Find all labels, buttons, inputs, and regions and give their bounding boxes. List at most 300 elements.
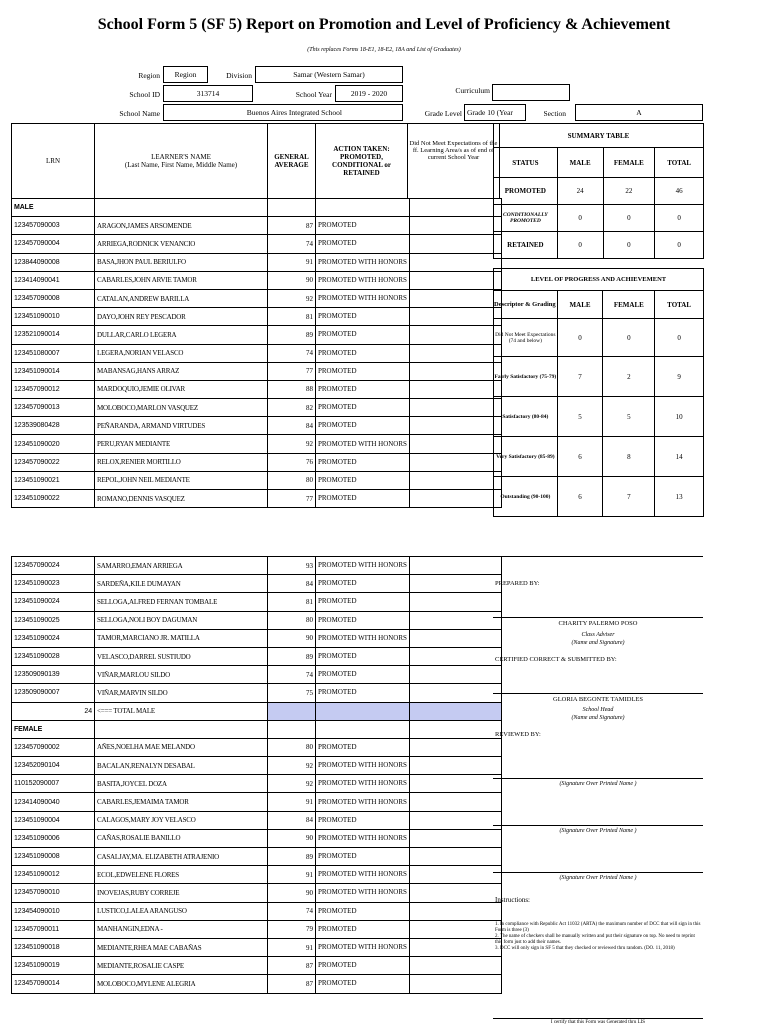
adviser-name: CHARITY PALERMO POSO [493, 617, 703, 627]
learner-dnm [409, 471, 501, 489]
learner-lrn: 123457090013 [12, 399, 95, 417]
learner-lrn: 123451090004 [12, 811, 95, 829]
male-section-label: MALE [12, 199, 95, 217]
learner-name: MARDOQUIO,JEMIE OLIVAR [95, 380, 268, 398]
learner-action: PROMOTED WITH HONORS [316, 629, 410, 647]
section-field[interactable]: A [575, 104, 703, 121]
learner-lrn: 123452090104 [12, 757, 95, 775]
learner-average: 76 [268, 453, 316, 471]
learner-dnm [409, 920, 501, 938]
learner-row [12, 593, 502, 611]
learner-average: 74 [268, 344, 316, 362]
learner-table-header [11, 123, 500, 199]
learner-name: ECOL,EDWELENE FLORES [95, 866, 268, 884]
progress-male: 6 [557, 437, 603, 477]
learner-name: RELOX,RENIER MORTILLO [95, 453, 268, 471]
learner-lrn: 110152090007 [12, 775, 95, 793]
learner-dnm [409, 253, 501, 271]
region-label: Region [138, 71, 160, 80]
learner-name: SELLOGA,NOLI BOY DAGUMAN [95, 611, 268, 629]
learner-action: PROMOTED [316, 902, 410, 920]
signatory-top-rule [491, 556, 703, 557]
learner-name: TAMOR,MARCIANO JR. MATILLA [95, 629, 268, 647]
learner-dnm [409, 884, 501, 902]
progress-desc: Did Not Meet Expectations (74 and below) [494, 319, 558, 357]
learner-lrn: 123414090041 [12, 271, 95, 289]
progress-desc: Satisfactory (80-84) [494, 397, 558, 437]
learner-name: MOLOBOCO,MARLON VASQUEZ [95, 399, 268, 417]
learner-table-continued [11, 556, 502, 994]
head-name: GLORIA BEGONTE TAMIDLES [493, 693, 703, 703]
learner-average: 74 [268, 235, 316, 253]
learner-lrn: 123451090024 [12, 593, 95, 611]
learner-dnm [409, 490, 501, 508]
learner-row [12, 829, 502, 847]
region-field[interactable]: Region [163, 66, 208, 83]
learner-row [12, 435, 502, 453]
learner-row [12, 326, 502, 344]
summary-status: CONDITIONALLY PROMOTED [494, 205, 558, 232]
learner-dnm [409, 666, 501, 684]
learner-row [12, 271, 502, 289]
learner-action: PROMOTED WITH HONORS [316, 793, 410, 811]
learner-action: PROMOTED [316, 593, 410, 611]
learner-name: PEÑARANDA, ARMAND VIRTUDES [95, 417, 268, 435]
learner-dnm [409, 308, 501, 326]
learner-dnm [409, 271, 501, 289]
learner-lrn: 123451090014 [12, 362, 95, 380]
summary-title: SUMMARY TABLE [494, 124, 704, 148]
summary-female: 0 [603, 232, 655, 259]
learner-row [12, 490, 502, 508]
learner-row [12, 775, 502, 793]
school-id-field[interactable]: 313714 [163, 85, 253, 102]
learner-average: 90 [268, 884, 316, 902]
learner-row [12, 647, 502, 665]
learner-average: 74 [268, 666, 316, 684]
learner-average: 82 [268, 399, 316, 417]
learner-name: MANHANGIN,EDNA - [95, 920, 268, 938]
learner-lrn: 123457090002 [12, 738, 95, 756]
learner-lrn: 123457090022 [12, 453, 95, 471]
learner-lrn: 123451080007 [12, 344, 95, 362]
dnm-header: Did Not Meet Expectations of the ff. Learning Area/s as of end of current School Year [408, 124, 500, 199]
learner-name: MOLOBOCO,MYLENE ALEGRIA [95, 975, 268, 993]
form-title: School Form 5 (SF 5) Report on Promotion and Level of Proficiency & Achievement [97, 16, 671, 33]
learner-action: PROMOTED [316, 471, 410, 489]
learner-action: PROMOTED WITH HONORS [316, 938, 410, 956]
learner-average: 89 [268, 848, 316, 866]
learner-average: 90 [268, 271, 316, 289]
average-header: GENERAL AVERAGE [268, 124, 316, 199]
summary-female: 0 [603, 205, 655, 232]
instruction-item: 2. The name of checkers shall be manually written and put their signature on top. No need to reprint this form just to add their names. [495, 934, 695, 945]
learner-lrn: 123451090012 [12, 866, 95, 884]
learner-name: PERU,RYAN MEDIANTE [95, 435, 268, 453]
adviser-sub: (Name and Signature) [571, 640, 625, 646]
lrn-header: LRN [12, 124, 95, 199]
learner-name: ARAGON,JAMES ARSOMENDE [95, 217, 268, 235]
learner-row [12, 471, 502, 489]
learner-dnm [409, 217, 501, 235]
school-id-label: School ID [129, 90, 160, 99]
summary-status: PROMOTED [494, 178, 558, 205]
progress-female-header: FEMALE [603, 291, 655, 319]
prepared-by-label: PREPARED BY: [495, 580, 540, 587]
learner-average: 90 [268, 629, 316, 647]
school-name-field[interactable]: Buenos Aires Integrated School [163, 104, 403, 121]
learner-dnm [409, 829, 501, 847]
learner-dnm [409, 399, 501, 417]
certified-by-label: CERTIFIED CORRECT & SUBMITTED BY: [495, 656, 617, 663]
progress-male: 6 [557, 477, 603, 517]
learner-dnm [409, 326, 501, 344]
progress-male: 5 [557, 397, 603, 437]
learner-name: LEGERA,NORIAN VELASCO [95, 344, 268, 362]
learner-action: PROMOTED [316, 811, 410, 829]
grade-level-field[interactable]: Grade 10 (Year [464, 104, 526, 121]
learner-lrn: 123451090018 [12, 938, 95, 956]
learner-average: 91 [268, 866, 316, 884]
learner-lrn: 123451090025 [12, 611, 95, 629]
learner-name: CAÑAS,ROSALIE BANILLO [95, 829, 268, 847]
total-male-label: <=== TOTAL MALE [95, 702, 268, 720]
division-field[interactable]: Samar (Western Samar) [255, 66, 403, 83]
learner-row [12, 417, 502, 435]
learner-row [12, 684, 502, 702]
summary-male: 24 [557, 178, 603, 205]
reviewed-by-label: REVIEWED BY: [495, 731, 541, 738]
learner-dnm [409, 435, 501, 453]
lis-certification: I certify that this Form was Generated thru LIS [493, 1018, 703, 1024]
learner-name: VELASCO,DARREL SUSTIUDO [95, 647, 268, 665]
name-header-title: LEARNER'S NAME [151, 153, 211, 161]
learner-dnm [409, 417, 501, 435]
learner-lrn: 123451090010 [12, 308, 95, 326]
learner-dnm [409, 757, 501, 775]
summary-total-header: TOTAL [655, 148, 704, 178]
learner-name: MABANSAG,HANS ARRAZ [95, 362, 268, 380]
learner-dnm [409, 629, 501, 647]
learner-row [12, 217, 502, 235]
learner-row [12, 308, 502, 326]
progress-total: 0 [655, 319, 704, 357]
learner-lrn: 123539080428 [12, 417, 95, 435]
learner-dnm [409, 235, 501, 253]
learner-dnm [409, 975, 501, 993]
learner-lrn: 123414090040 [12, 793, 95, 811]
progress-male: 7 [557, 357, 603, 397]
learner-name: DULLAR,CARLO LEGERA [95, 326, 268, 344]
learner-action: PROMOTED [316, 575, 410, 593]
learner-average: 91 [268, 793, 316, 811]
learner-average: 91 [268, 938, 316, 956]
learner-name: DAYO,JOHN REY PESCADOR [95, 308, 268, 326]
learner-action: PROMOTED [316, 235, 410, 253]
learner-dnm [409, 793, 501, 811]
learner-average: 92 [268, 757, 316, 775]
learner-action: PROMOTED WITH HONORS [316, 557, 410, 575]
learner-average: 80 [268, 738, 316, 756]
learner-action: PROMOTED WITH HONORS [316, 271, 410, 289]
learner-average: 92 [268, 775, 316, 793]
progress-total: 14 [655, 437, 704, 477]
learner-lrn: 123457090011 [12, 920, 95, 938]
learner-name: MEDIANTE,RHEA MAE CABAÑAS [95, 938, 268, 956]
learner-lrn: 123451090020 [12, 435, 95, 453]
learner-lrn: 123509090139 [12, 666, 95, 684]
summary-female-header: FEMALE [603, 148, 655, 178]
reviewer-signature-line[interactable]: (Signature Over Printed Name ) [493, 872, 703, 881]
progress-male-header: MALE [557, 291, 603, 319]
learner-dnm [409, 902, 501, 920]
learner-lrn: 123451090021 [12, 471, 95, 489]
learner-action: PROMOTED [316, 684, 410, 702]
learner-dnm [409, 938, 501, 956]
learner-action: PROMOTED [316, 417, 410, 435]
learner-average: 87 [268, 975, 316, 993]
learner-action: PROMOTED [316, 326, 410, 344]
progress-total: 9 [655, 357, 704, 397]
name-header [95, 124, 268, 199]
learner-action: PROMOTED WITH HONORS [316, 884, 410, 902]
learner-average: 92 [268, 435, 316, 453]
learner-average: 81 [268, 593, 316, 611]
learner-dnm [409, 611, 501, 629]
grade-level-label: Grade Level [424, 109, 462, 118]
progress-desc: Very Satisfactory (85-89) [494, 437, 558, 477]
learner-average: 91 [268, 253, 316, 271]
section-label: Section [543, 109, 566, 118]
learner-average: 88 [268, 380, 316, 398]
learner-average: 79 [268, 920, 316, 938]
learner-row [12, 957, 502, 975]
learner-lrn: 123457090004 [12, 235, 95, 253]
learner-row [12, 884, 502, 902]
progress-female: 2 [603, 357, 655, 397]
learner-action: PROMOTED WITH HONORS [316, 775, 410, 793]
learner-average: 84 [268, 575, 316, 593]
learner-name: BASITA,JOYCEL DOZA [95, 775, 268, 793]
learner-name: CABARLES,JEMAIMA TAMOR [95, 793, 268, 811]
learner-row [12, 866, 502, 884]
learner-dnm [409, 647, 501, 665]
learner-row [12, 938, 502, 956]
adviser-role: Class Adviser [581, 632, 615, 638]
progress-desc-header: Descriptor & Grading [494, 291, 558, 319]
learner-name: SELLOGA,ALFRED FERNAN TOMBALE [95, 593, 268, 611]
learner-average: 75 [268, 684, 316, 702]
learner-row [12, 344, 502, 362]
learner-average: 87 [268, 957, 316, 975]
learner-action: PROMOTED [316, 399, 410, 417]
learner-dnm [409, 684, 501, 702]
learner-name: SAMARRO,EMAN ARRIEGA [95, 557, 268, 575]
learner-lrn: 123457090008 [12, 289, 95, 307]
progress-total: 13 [655, 477, 704, 517]
learner-name: BASA,JHON PAUL BERIULFO [95, 253, 268, 271]
learner-average: 77 [268, 362, 316, 380]
learner-action: PROMOTED [316, 666, 410, 684]
learner-row [12, 757, 502, 775]
progress-female: 0 [603, 319, 655, 357]
learner-row [12, 253, 502, 271]
learner-lrn: 123457090010 [12, 884, 95, 902]
name-header-sub: (Last Name, First Name, Middle Name) [124, 161, 238, 169]
learner-name: BACALAN,RENALYN DESABAL [95, 757, 268, 775]
learner-row [12, 666, 502, 684]
learner-dnm [409, 738, 501, 756]
learner-action: PROMOTED [316, 380, 410, 398]
learner-action: PROMOTED WITH HONORS [316, 289, 410, 307]
learner-dnm [409, 289, 501, 307]
learner-lrn: 123451090023 [12, 575, 95, 593]
learner-row [12, 611, 502, 629]
learner-row [12, 557, 502, 575]
learner-row [12, 453, 502, 471]
instruction-item: 3. DCC will only sign in SF 5 that they checked or reviewed thru random. (DO. 11, 2018) [495, 946, 675, 951]
learner-row [12, 362, 502, 380]
school-year-field[interactable]: 2019 - 2020 [335, 85, 403, 102]
learner-dnm [409, 593, 501, 611]
learner-action: PROMOTED [316, 957, 410, 975]
learner-row [12, 738, 502, 756]
learner-row [12, 811, 502, 829]
learner-dnm [409, 957, 501, 975]
learner-lrn: 123454090010 [12, 902, 95, 920]
progress-male: 0 [557, 319, 603, 357]
school-name-label: School Name [119, 109, 160, 118]
learner-lrn: 123451090024 [12, 629, 95, 647]
learner-name: MEDIANTE,ROSALIE CASPE [95, 957, 268, 975]
reviewer-signature-line[interactable]: (Signature Over Printed Name ) [493, 778, 703, 787]
learner-row [12, 920, 502, 938]
learner-name: AÑES,NOELHA MAE MELANDO [95, 738, 268, 756]
learner-lrn: 123844090008 [12, 253, 95, 271]
learner-average: 80 [268, 471, 316, 489]
learner-name: SARDEÑA,KILE DUMAYAN [95, 575, 268, 593]
learner-row [12, 902, 502, 920]
learner-dnm [409, 575, 501, 593]
learner-row [12, 975, 502, 993]
instructions-title: Instructions: [495, 896, 530, 904]
learner-average: 93 [268, 557, 316, 575]
learner-dnm [409, 775, 501, 793]
reviewer-signature-line[interactable]: (Signature Over Printed Name ) [493, 825, 703, 834]
learner-lrn: 123457090014 [12, 975, 95, 993]
curriculum-field[interactable] [492, 84, 570, 101]
learner-dnm [409, 811, 501, 829]
learner-dnm [409, 557, 501, 575]
learner-lrn: 123451090028 [12, 647, 95, 665]
learner-dnm [409, 453, 501, 471]
learner-average: 87 [268, 217, 316, 235]
learner-action: PROMOTED [316, 344, 410, 362]
summary-status-header: STATUS [494, 148, 558, 178]
summary-total: 0 [655, 232, 704, 259]
learner-row [12, 848, 502, 866]
learner-name: CASALJAY,MA. ELIZABETH ATRAJENIO [95, 848, 268, 866]
learner-action: PROMOTED [316, 848, 410, 866]
learner-row [12, 380, 502, 398]
learner-action: PROMOTED [316, 647, 410, 665]
learner-average: 74 [268, 902, 316, 920]
learner-name: ARRIEGA,RODNICK VENANCIO [95, 235, 268, 253]
learner-action: PROMOTED WITH HONORS [316, 829, 410, 847]
learner-name: VIÑAR,MARLOU SILDO [95, 666, 268, 684]
learner-action: PROMOTED WITH HONORS [316, 757, 410, 775]
learner-action: PROMOTED [316, 738, 410, 756]
curriculum-label: Curriculum [455, 86, 490, 95]
learner-average: 84 [268, 417, 316, 435]
learner-average: 89 [268, 647, 316, 665]
learner-action: PROMOTED WITH HONORS [316, 866, 410, 884]
summary-male: 0 [557, 205, 603, 232]
learner-lrn: 123451090008 [12, 848, 95, 866]
learner-lrn: 123457090012 [12, 380, 95, 398]
progress-female: 5 [603, 397, 655, 437]
learner-action: PROMOTED WITH HONORS [316, 253, 410, 271]
learner-action: PROMOTED WITH HONORS [316, 435, 410, 453]
female-section-label: FEMALE [12, 720, 95, 738]
learner-action: PROMOTED [316, 611, 410, 629]
learner-lrn: 123457090003 [12, 217, 95, 235]
learner-action: PROMOTED [316, 362, 410, 380]
learner-average: 89 [268, 326, 316, 344]
learner-dnm [409, 362, 501, 380]
learner-average: 77 [268, 490, 316, 508]
learner-action: PROMOTED [316, 217, 410, 235]
summary-total: 46 [655, 178, 704, 205]
learner-dnm [409, 380, 501, 398]
learner-name: ROMANO,DENNIS VASQUEZ [95, 490, 268, 508]
learner-action: PROMOTED [316, 308, 410, 326]
instructions-list [495, 922, 703, 952]
summary-male: 0 [557, 232, 603, 259]
learner-lrn: 123451090022 [12, 490, 95, 508]
summary-status: RETAINED [494, 232, 558, 259]
learner-row [12, 235, 502, 253]
school-year-label: School Year [295, 90, 332, 99]
progress-total-header: TOTAL [655, 291, 704, 319]
learner-name: INOVEJAS,RUBY CORREJE [95, 884, 268, 902]
form-subtitle: (This replaces Forms 18-E1, 18-E2, 18A and List of Graduates) [307, 47, 461, 53]
learner-row [12, 399, 502, 417]
learner-lrn: 123451090006 [12, 829, 95, 847]
learner-average: 81 [268, 308, 316, 326]
learner-action: PROMOTED [316, 453, 410, 471]
learner-action: PROMOTED [316, 975, 410, 993]
instruction-item: 1. In compliance with Republic Act 11032 (ARTA) the maximum number of DCC that will sign in this Form is three (3) [495, 922, 701, 933]
learner-action: PROMOTED [316, 490, 410, 508]
learner-lrn: 123451090019 [12, 957, 95, 975]
total-male-count: 24 [12, 702, 95, 720]
learner-dnm [409, 344, 501, 362]
progress-female: 8 [603, 437, 655, 477]
learner-average: 90 [268, 829, 316, 847]
learner-name: CABARLES,JOHN ARVIE TAMOR [95, 271, 268, 289]
learner-average: 84 [268, 811, 316, 829]
learner-dnm [409, 866, 501, 884]
learner-lrn: 123457090024 [12, 557, 95, 575]
head-sub: (Name and Signature) [571, 715, 625, 721]
learner-row [12, 793, 502, 811]
learner-row [12, 575, 502, 593]
male-table [11, 198, 502, 508]
learner-name: CATALAN,ANDREW BARILLA [95, 289, 268, 307]
summary-table [493, 123, 704, 259]
action-header: ACTION TAKEN: PROMOTED, CONDITIONAL or RETAINED [316, 124, 408, 199]
